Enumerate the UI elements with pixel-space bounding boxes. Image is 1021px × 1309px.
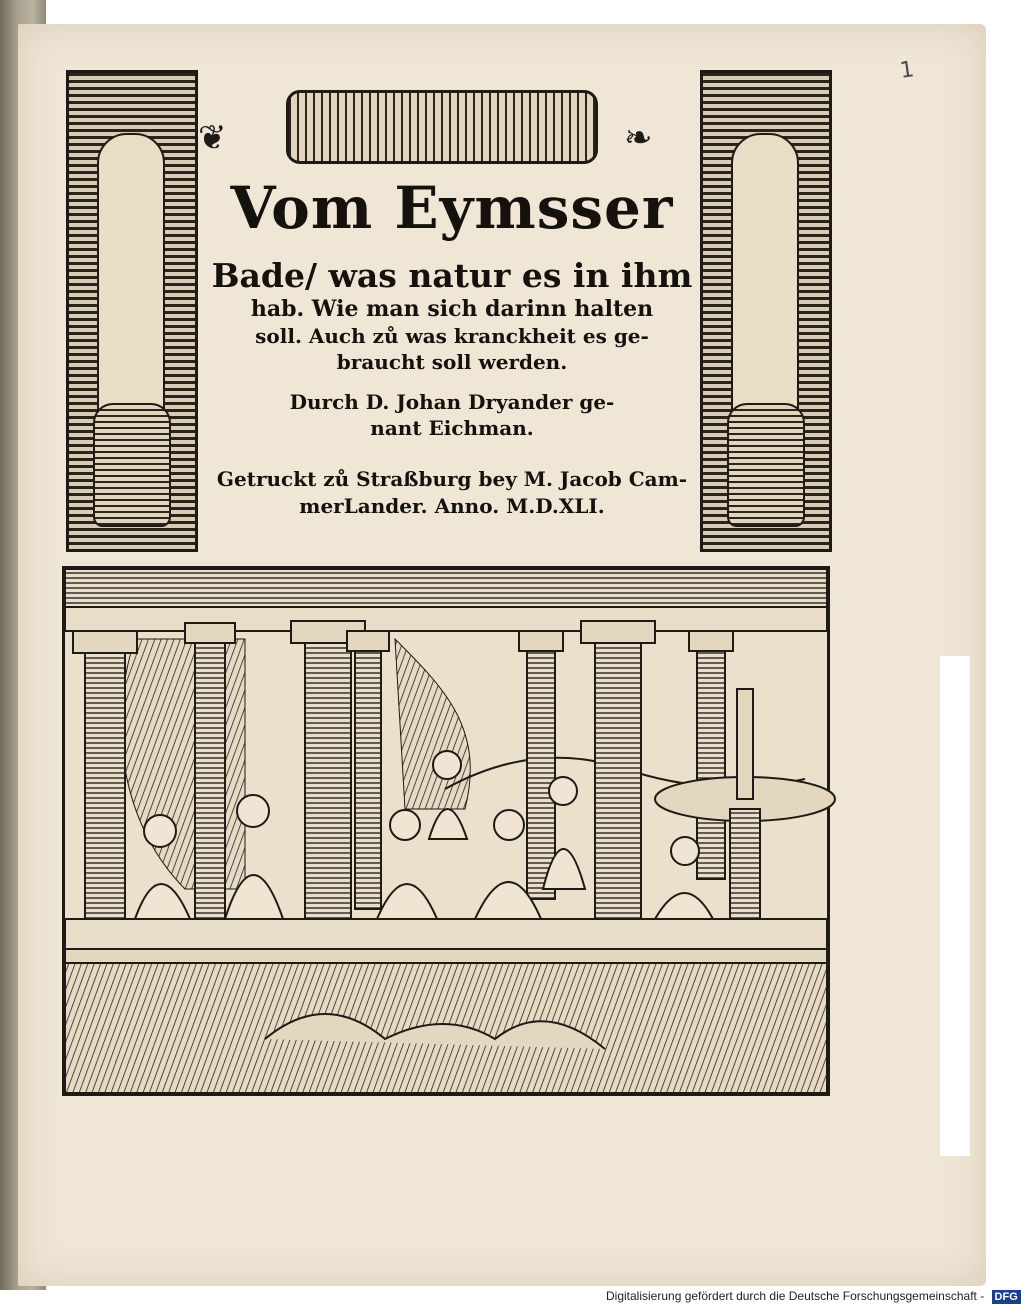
author-line-1: Durch D. Johan Dryander ge-	[289, 390, 615, 414]
imprint-line-2: merLander. Anno. M.D.XLI.	[299, 494, 605, 518]
author-line-2: nant Eichman.	[370, 416, 534, 440]
title-line-4: soll. Auch zů was kranckheit es ge-	[255, 324, 649, 348]
title-line-3: hab. Wie man sich darinn halten	[250, 296, 654, 322]
main-title: Vom Eymsser	[230, 174, 674, 242]
page-edge-cutout	[940, 656, 970, 1156]
left-leaf-ornament-icon: ❦	[198, 118, 227, 158]
right-ornament-border	[700, 70, 832, 552]
right-vase-ornament	[727, 403, 805, 527]
footer-credit-text: Digitalisierung gefördert durch die Deutsche Forschungsgemeinschaft -	[606, 1289, 985, 1303]
top-ornament-scroll	[286, 90, 598, 164]
title-woodcut-frame	[66, 66, 832, 550]
right-leaf-ornament-icon: ❧	[624, 118, 653, 158]
imprint-line-1: Getruckt zů Straßburg bey M. Jacob Cam-	[216, 467, 688, 491]
folio-number: 1	[898, 57, 916, 84]
left-vase-ornament	[93, 403, 171, 527]
footer-credit	[606, 1289, 1018, 1309]
dfg-logo: DFG	[992, 1290, 1021, 1304]
title-text-block	[202, 174, 702, 519]
title-line-5: braucht soll werden.	[336, 350, 568, 374]
woodcut-drawing	[65, 569, 827, 1093]
title-line-2: Bade/ was natur es in ihm	[211, 256, 693, 295]
bathhouse-woodcut-illustration	[62, 566, 830, 1096]
left-ornament-border	[66, 70, 198, 552]
